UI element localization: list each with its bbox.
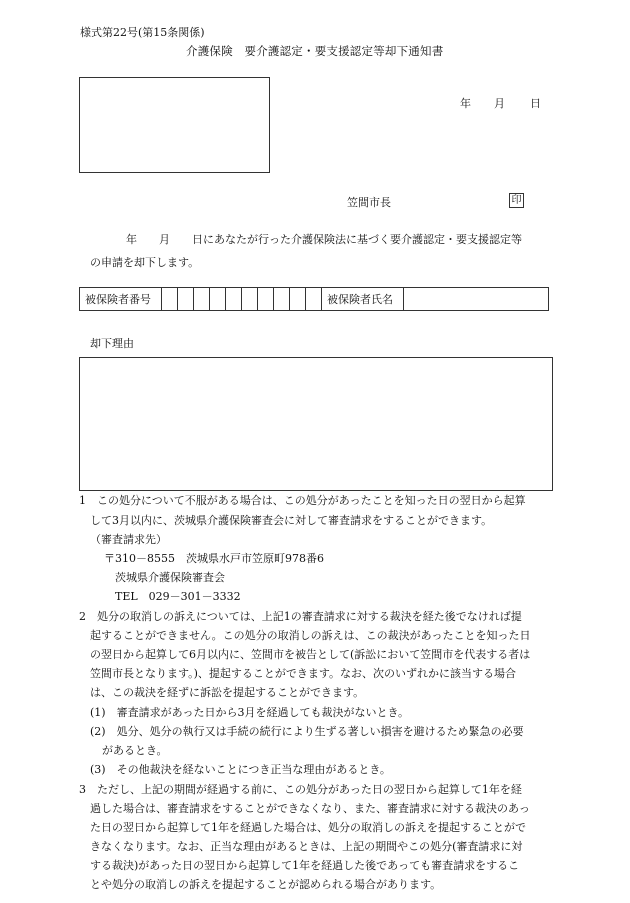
note-2-line: 起することができません。この処分の取消しの訴えは、この裁決があったことを知った日 [90,629,531,642]
appeal-destination-heading: （審査請求先） [90,533,167,546]
date-day-label: 日 [530,97,541,110]
date-month-label: 月 [494,97,505,110]
note-2-item-1: (1) 審査請求があった日から3月を経過しても裁決がないとき。 [90,706,410,719]
insured-number-digit-cell [306,288,322,310]
insured-id-table [79,287,549,311]
document-title: 介護保険 要介護認定・要支援認定等却下通知書 [186,44,444,58]
notice-month: 月 [159,233,170,246]
insured-number-digit-cell [194,288,210,310]
issuer-name: 笠間市長 [347,196,391,209]
notice-line-2: の申請を却下します。 [90,256,200,269]
insured-number-digit-cell [226,288,242,310]
seal-mark: 印 [509,193,524,208]
note-3-line: 過した場合は、審査請求をすることができなくなり、また、審査請求に対する裁決のあっ [90,802,530,815]
insured-number-digit-cell [290,288,306,310]
note-2-item-2: (2) 処分、処分の執行又は手続の続行により生ずる著しい損害を避けるため緊急の必要 [90,725,524,738]
insured-number-digit-cell [242,288,258,310]
form-number: 様式第22号(第15条関係) [80,26,205,39]
notice-text: 日にあなたが行った介護保険法に基づく要介護認定・要支援認定等 [192,233,522,246]
appeal-address: 〒310－8555 茨城県水戸市笠原町978番6 [104,552,324,565]
note-2-line: は、この裁決を経ずに訴訟を提起することができます。 [90,686,365,699]
date-year-label: 年 [460,97,471,110]
insured-number-digit-cell [162,288,178,310]
insured-name-label: 被保険者氏名 [322,288,404,310]
insured-name-cell [404,288,548,310]
note-1-line: して3月以内に、茨城県介護保険審査会に対して審査請求をすることができます。 [90,514,493,527]
note-2-line: 笠間市長となります。)、提起することができます。なお、次のいずれかに該当する場合 [90,667,517,680]
note-2-line: 2 処分の取消しの訴えについては、上記1の審査請求に対する裁決を経た後でなければ提 [79,610,522,623]
appeal-organization: 茨城県介護保険審査会 [115,571,225,584]
note-3-line: する裁決)があった日の翌日から起算して1年を経過した後であっても審査請求をするこ [90,859,520,872]
note-2-item-2: があるとき。 [102,744,168,757]
note-3-line: きなくなります。なお、正当な理由があるときは、上記の期間やこの処分(審査請求に対 [90,840,523,853]
note-2-line: の翌日から起算して6月以内に、笠間市を被告として(訴訟において笠間市を代表する者は [90,648,531,661]
rejection-reason-label: 却下理由 [90,337,134,350]
note-3-line: た日の翌日から起算して1年を経過した場合は、処分の取消しの訴えを提起することがで [90,821,526,834]
notice-line-1 [126,231,522,247]
note-2-item-3: (3) その他裁決を経ないことにつき正当な理由があるとき。 [90,763,391,776]
notice-year: 年 [126,233,137,246]
note-3-line: 3 ただし、上記の期間が経過する前に、この処分があった日の翌日から起算して1年を経 [79,783,522,796]
rejection-reason-box [79,357,553,491]
insured-number-digit-cell [210,288,226,310]
insured-number-digit-cell [258,288,274,310]
recipient-address-box [79,77,270,173]
note-3-line: とや処分の取消しの訴えを提起することが認められる場合があります。 [90,878,442,891]
appeal-phone: TEL 029－301－3332 [115,590,241,603]
insured-number-digit-cell [274,288,290,310]
insured-number-label: 被保険者番号 [80,288,162,310]
note-1-line: 1 この処分について不服がある場合は、この処分があったことを知った日の翌日から起算 [79,494,526,507]
insured-number-digit-cell [178,288,194,310]
